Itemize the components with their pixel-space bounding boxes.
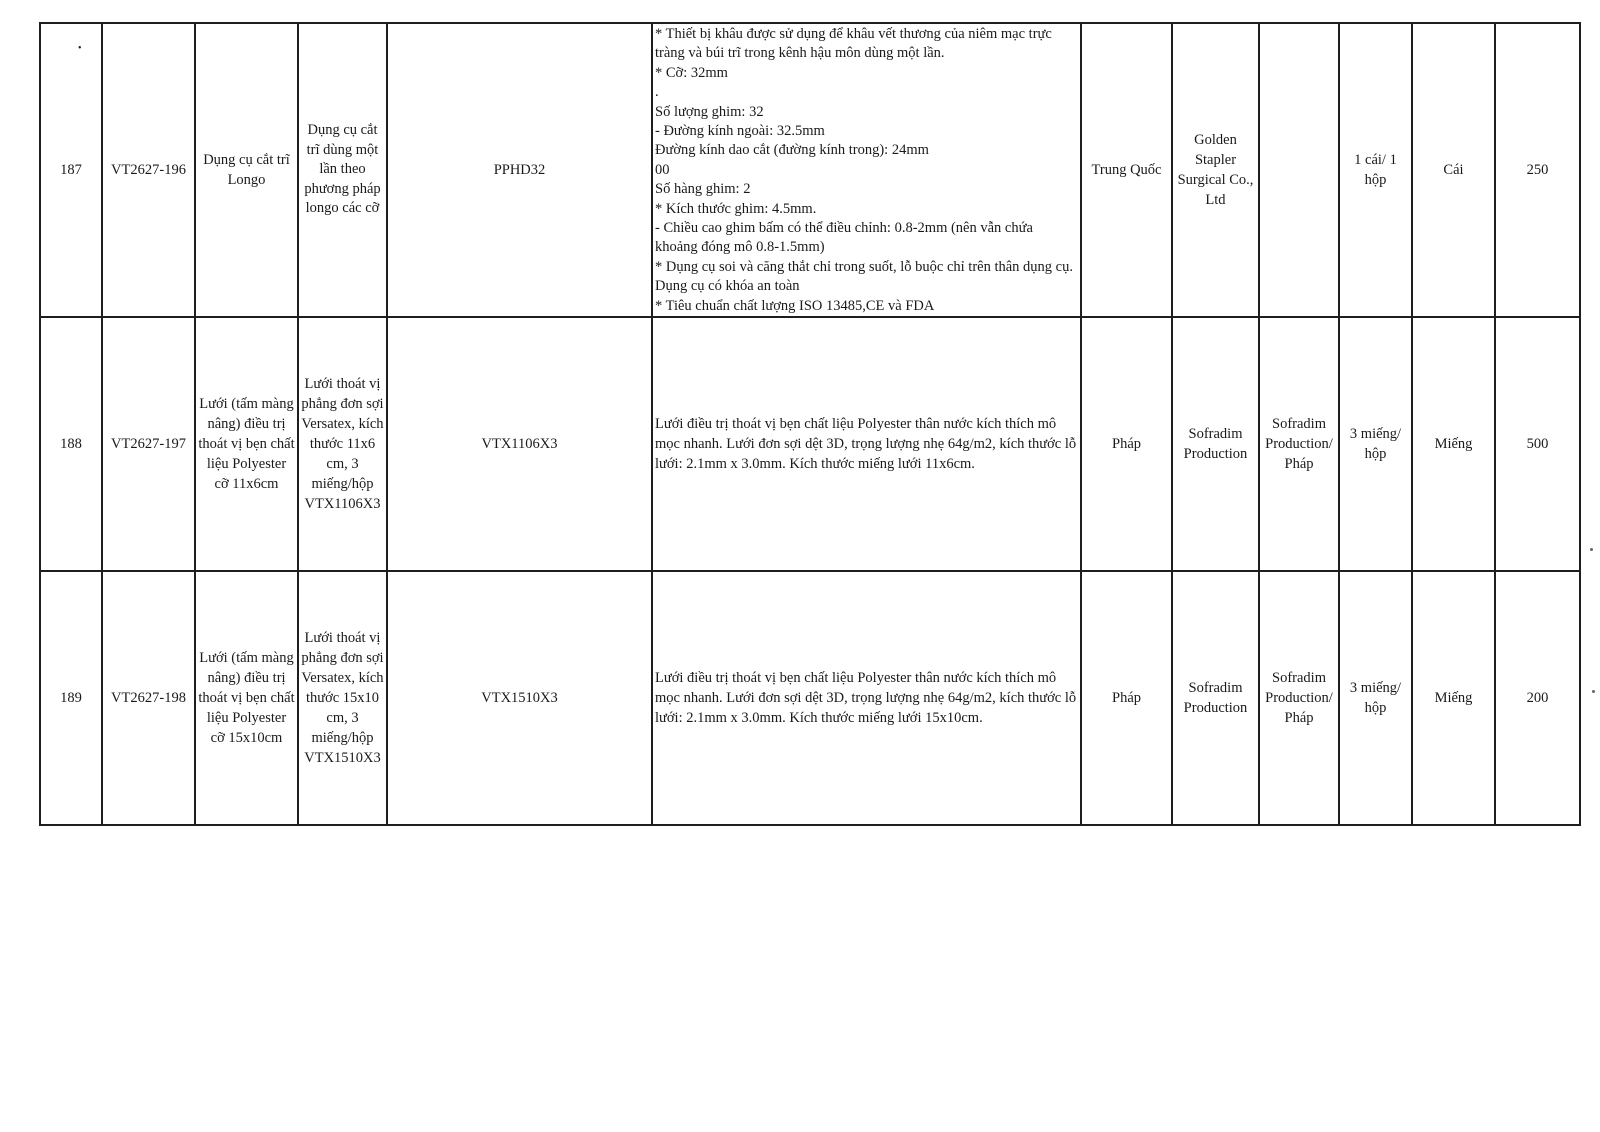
spec-line: Số hàng ghim: 2: [655, 181, 751, 198]
spec-line: Lưới điều trị thoát vị bẹn chất liệu Polyester thân nước kích thích mô mọc nhanh. Lưới đơn sợi dệt 3D, trọng lượng nhẹ 64g/m2, kích thước lỗ lưới: 2.1mm x 3.0mm. Kích thước miếng lưới 11x6cm.: [655, 416, 1077, 473]
cell-manufacturer: Sofradim Production: [1172, 571, 1259, 825]
cell-model: PPHD32: [387, 23, 652, 317]
cell-name: Lưới (tấm màng nâng) điều trị thoát vị bẹn chất liệu Polyester cỡ 15x10cm: [195, 571, 298, 825]
cell-model: VTX1510X3: [387, 571, 652, 825]
cell-owner: Sofradim Production/ Pháp: [1259, 571, 1339, 825]
cell-manufacturer: Golden Stapler Surgical Co., Ltd: [1172, 23, 1259, 317]
cell-code: VT2627-198: [102, 571, 195, 825]
cell-commercial-name: Lưới thoát vị phẳng đơn sợi Versatex, kích thước 11x6 cm, 3 miếng/hộp VTX1106X3: [298, 317, 387, 571]
spec-line: * Cỡ: 32mm: [655, 64, 728, 81]
cell-stt: 188: [40, 317, 102, 571]
cell-code: VT2627-196: [102, 23, 195, 317]
spec-line: * Dụng cụ soi và căng thắt chỉ trong suốt, lỗ buộc chỉ trên thân dụng cụ. Dụng cụ có khóa an toàn: [655, 258, 1073, 295]
spec-line: Số lượng ghim: 32: [655, 103, 764, 120]
spec-line: Lưới điều trị thoát vị bẹn chất liệu Polyester thân nước kích thích mô mọc nhanh. Lưới đơn sợi dệt 3D, trọng lượng nhẹ 64g/m2, kích thước lỗ lưới: 2.1mm x 3.0mm. Kích thước miếng lưới 15x10cm.: [655, 670, 1077, 727]
cell-packing: 1 cái/ 1 hộp: [1339, 23, 1412, 317]
cell-unit: Cái: [1412, 23, 1495, 317]
spec-line: * Tiêu chuẩn chất lượng ISO 13485,CE và FDA: [655, 297, 935, 314]
scan-speck: [1590, 548, 1593, 551]
cell-origin: Pháp: [1081, 571, 1172, 825]
cell-model: VTX1106X3: [387, 317, 652, 571]
spec-line: * Thiết bị khâu được sử dụng để khâu vết thương của niêm mạc trực tràng và búi trĩ trong kênh hậu môn dùng một lần.: [655, 26, 1052, 62]
cell-commercial-name: Dụng cụ cắt trĩ dùng một lần theo phương pháp longo các cỡ: [298, 23, 387, 317]
cell-quantity: 250: [1495, 23, 1580, 317]
cell-name: Lưới (tấm màng nâng) điều trị thoát vị bẹn chất liệu Polyester cỡ 11x6cm: [195, 317, 298, 571]
cell-origin: Pháp: [1081, 317, 1172, 571]
table-row: [40, 317, 1580, 571]
table-row: [40, 571, 1580, 825]
cell-packing: 3 miếng/ hộp: [1339, 317, 1412, 571]
spec-line: 00: [655, 161, 670, 178]
spec-line: - Đường kính ngoài: 32.5mm: [655, 123, 825, 140]
cell-manufacturer: Sofradim Production: [1172, 317, 1259, 571]
cell-stt: 189: [40, 571, 102, 825]
equipment-table: [39, 22, 1581, 826]
cell-stt: 187: [40, 23, 102, 317]
cell-code: VT2627-197: [102, 317, 195, 571]
cell-quantity: 200: [1495, 571, 1580, 825]
spec-line: Đường kính dao cắt (đường kính trong): 24mm: [655, 142, 929, 159]
cell-name: Dụng cụ cắt trĩ Longo: [195, 23, 298, 317]
cell-quantity: 500: [1495, 317, 1580, 571]
cell-owner: [1259, 23, 1339, 317]
cell-spec: [652, 317, 1081, 571]
scan-dot: •: [78, 43, 82, 54]
cell-owner: Sofradim Production/ Pháp: [1259, 317, 1339, 571]
spec-line: * Kích thước ghim: 4.5mm.: [655, 200, 817, 217]
scan-speck: [1592, 690, 1595, 693]
cell-commercial-name: Lưới thoát vị phẳng đơn sợi Versatex, kích thước 15x10 cm, 3 miếng/hộp VTX1510X3: [298, 571, 387, 825]
table-row: [40, 23, 1580, 317]
spec-line: .: [655, 84, 659, 101]
cell-packing: 3 miếng/ hộp: [1339, 571, 1412, 825]
spec-line: - Chiều cao ghim bấm có thể điều chỉnh: 0.8-2mm (nên vẫn chứa khoảng đóng mô 0.8-1.5mm): [655, 220, 1033, 256]
cell-unit: Miếng: [1412, 571, 1495, 825]
cell-spec: [652, 23, 1081, 317]
cell-unit: Miếng: [1412, 317, 1495, 571]
cell-spec: [652, 571, 1081, 825]
cell-origin: Trung Quốc: [1081, 23, 1172, 317]
